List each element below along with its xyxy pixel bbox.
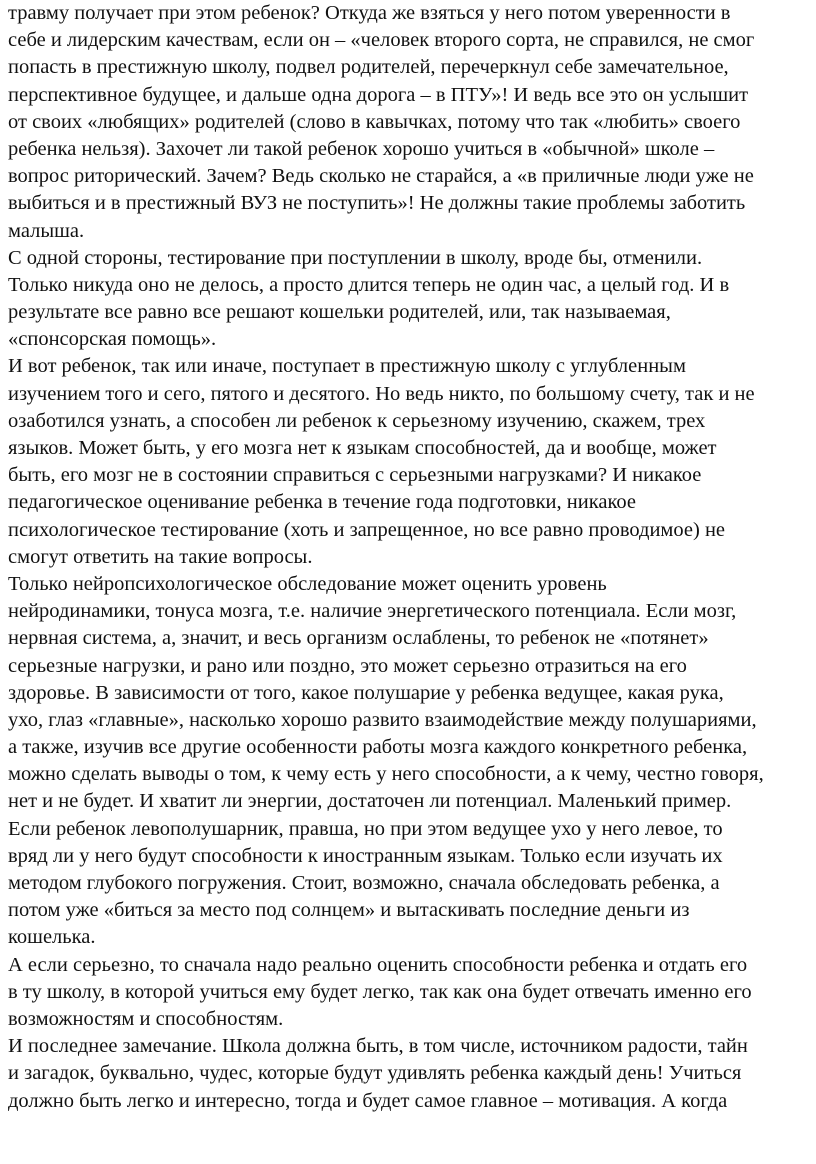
text-line: И последнее замечание. Школа должна быть, в том числе, источником радости, тайн (8, 1035, 748, 1058)
paragraph (8, 571, 808, 952)
text-line: от своих «любящих» родителей (слово в кавычках, потому что так «любить» своего (8, 110, 741, 133)
text-line: И вот ребенок, так или иначе, поступает в престижную школу с углубленным (8, 355, 686, 378)
text-line: а также, изучив все другие особенности работы мозга каждого конкретного ребенка, (8, 736, 748, 759)
text-line: «спонсорская помощь». (8, 328, 217, 351)
text-line: озаботился узнать, а способен ли ребенок к серьезному изучению, скажем, трех (8, 409, 706, 432)
text-line: ребенка нельзя). Захочет ли такой ребенок хорошо учиться в «обычной» школе – (8, 137, 715, 160)
document-page (8, 0, 808, 1164)
text-line: возможностям и способностям. (8, 1007, 284, 1030)
text-line: себе и лидерским качествам, если он – «человек второго сорта, не справился, не смог (8, 29, 755, 52)
text-line: нет и не будет. И хватит ли энергии, достаточен ли потенциал. Маленький пример. (8, 790, 732, 813)
text-line: психологическое тестирование (хоть и запрещенное, но все равно проводимое) не (8, 518, 726, 541)
text-line: нервная система, а, значит, и весь организм ослаблены, то ребенок не «потянет» (8, 627, 709, 650)
text-line: выбиться и в престижный ВУЗ не поступить»! Не должны такие проблемы заботить (8, 192, 746, 215)
text-line: должно быть легко и интересно, тогда и будет самое главное – мотивация. А когда (8, 1089, 728, 1112)
paragraph (8, 0, 808, 245)
text-line: попасть в престижную школу, подвел родителей, перечеркнул себе замечательное, (8, 56, 729, 79)
text-line: и загадок, буквально, чудес, которые будут удивлять ребенка каждый день! Учиться (8, 1062, 742, 1085)
text-line: травму получает при этом ребенок? Откуда же взяться у него потом уверенности в (8, 2, 731, 24)
text-line: здоровье. В зависимости от того, какое полушарие у ребенка ведущее, какая рука, (8, 681, 724, 704)
text-line: Если ребенок левополушарник, правша, но при этом ведущее ухо у него левое, то (8, 817, 723, 840)
text-line: методом глубокого погружения. Стоит, возможно, сначала обследовать ребенка, а (8, 872, 720, 894)
text-line: смогут ответить на такие вопросы. (8, 545, 313, 568)
text-line: кошелька. (8, 926, 96, 949)
text-line: изучением того и сего, пятого и десятого. Но ведь никто, по большому счету, так и не (8, 382, 755, 405)
text-line: можно сделать выводы о том, к чему есть у него способности, а к чему, честно говоря, (8, 763, 764, 786)
text-line: Только нейропсихологическое обследование может оценить уровень (8, 572, 607, 595)
paragraph (8, 1033, 808, 1115)
text-line: Только никуда оно не делось, а просто длится теперь не один час, а целый год. И в (8, 273, 730, 296)
text-line: результате все равно все решают кошельки родителей, или, так называемая, (8, 301, 671, 324)
paragraph (8, 245, 808, 354)
text-line: потом уже «биться за место под солнцем» и вытаскивать последние деньги из (8, 899, 690, 922)
text-line: языков. Может быть, у его мозга нет к языкам способностей, да и вообще, может (8, 437, 717, 459)
text-line: педагогическое оценивание ребенка в течение года подготовки, никакое (8, 491, 636, 514)
text-line: в ту школу, в которой учиться ему будет легко, так как она будет отвечать именно его (8, 980, 752, 1003)
text-line: малыша. (8, 219, 85, 242)
text-line: перспективное будущее, и дальше одна дорога – в ПТУ»! И ведь все это он услышит (8, 83, 749, 106)
text-line: ухо, глаз «главные», насколько хорошо развито взаимодействие между полушариями, (8, 708, 757, 731)
paragraph (8, 952, 808, 1034)
text-line: вряд ли у него будут способности к иностранным языкам. Только если изучать их (8, 844, 723, 867)
paragraph (8, 353, 808, 571)
text-line: А если серьезно, то сначала надо реально оценить способности ребенка и отдать его (8, 953, 748, 976)
text-line: С одной стороны, тестирование при поступлении в школу, вроде бы, отменили. (8, 246, 703, 269)
text-line: вопрос риторический. Зачем? Ведь сколько не старайся, а «в приличные люди уже не (8, 165, 754, 188)
text-line: нейродинамики, тонуса мозга, т.е. наличие энергетического потенциала. Если мозг, (8, 600, 737, 623)
text-line: серьезные нагрузки, и рано или поздно, это может серьезно отразиться на его (8, 654, 687, 677)
text-line: быть, его мозг не в состоянии справиться с серьезными нагрузками? И никакое (8, 464, 702, 487)
